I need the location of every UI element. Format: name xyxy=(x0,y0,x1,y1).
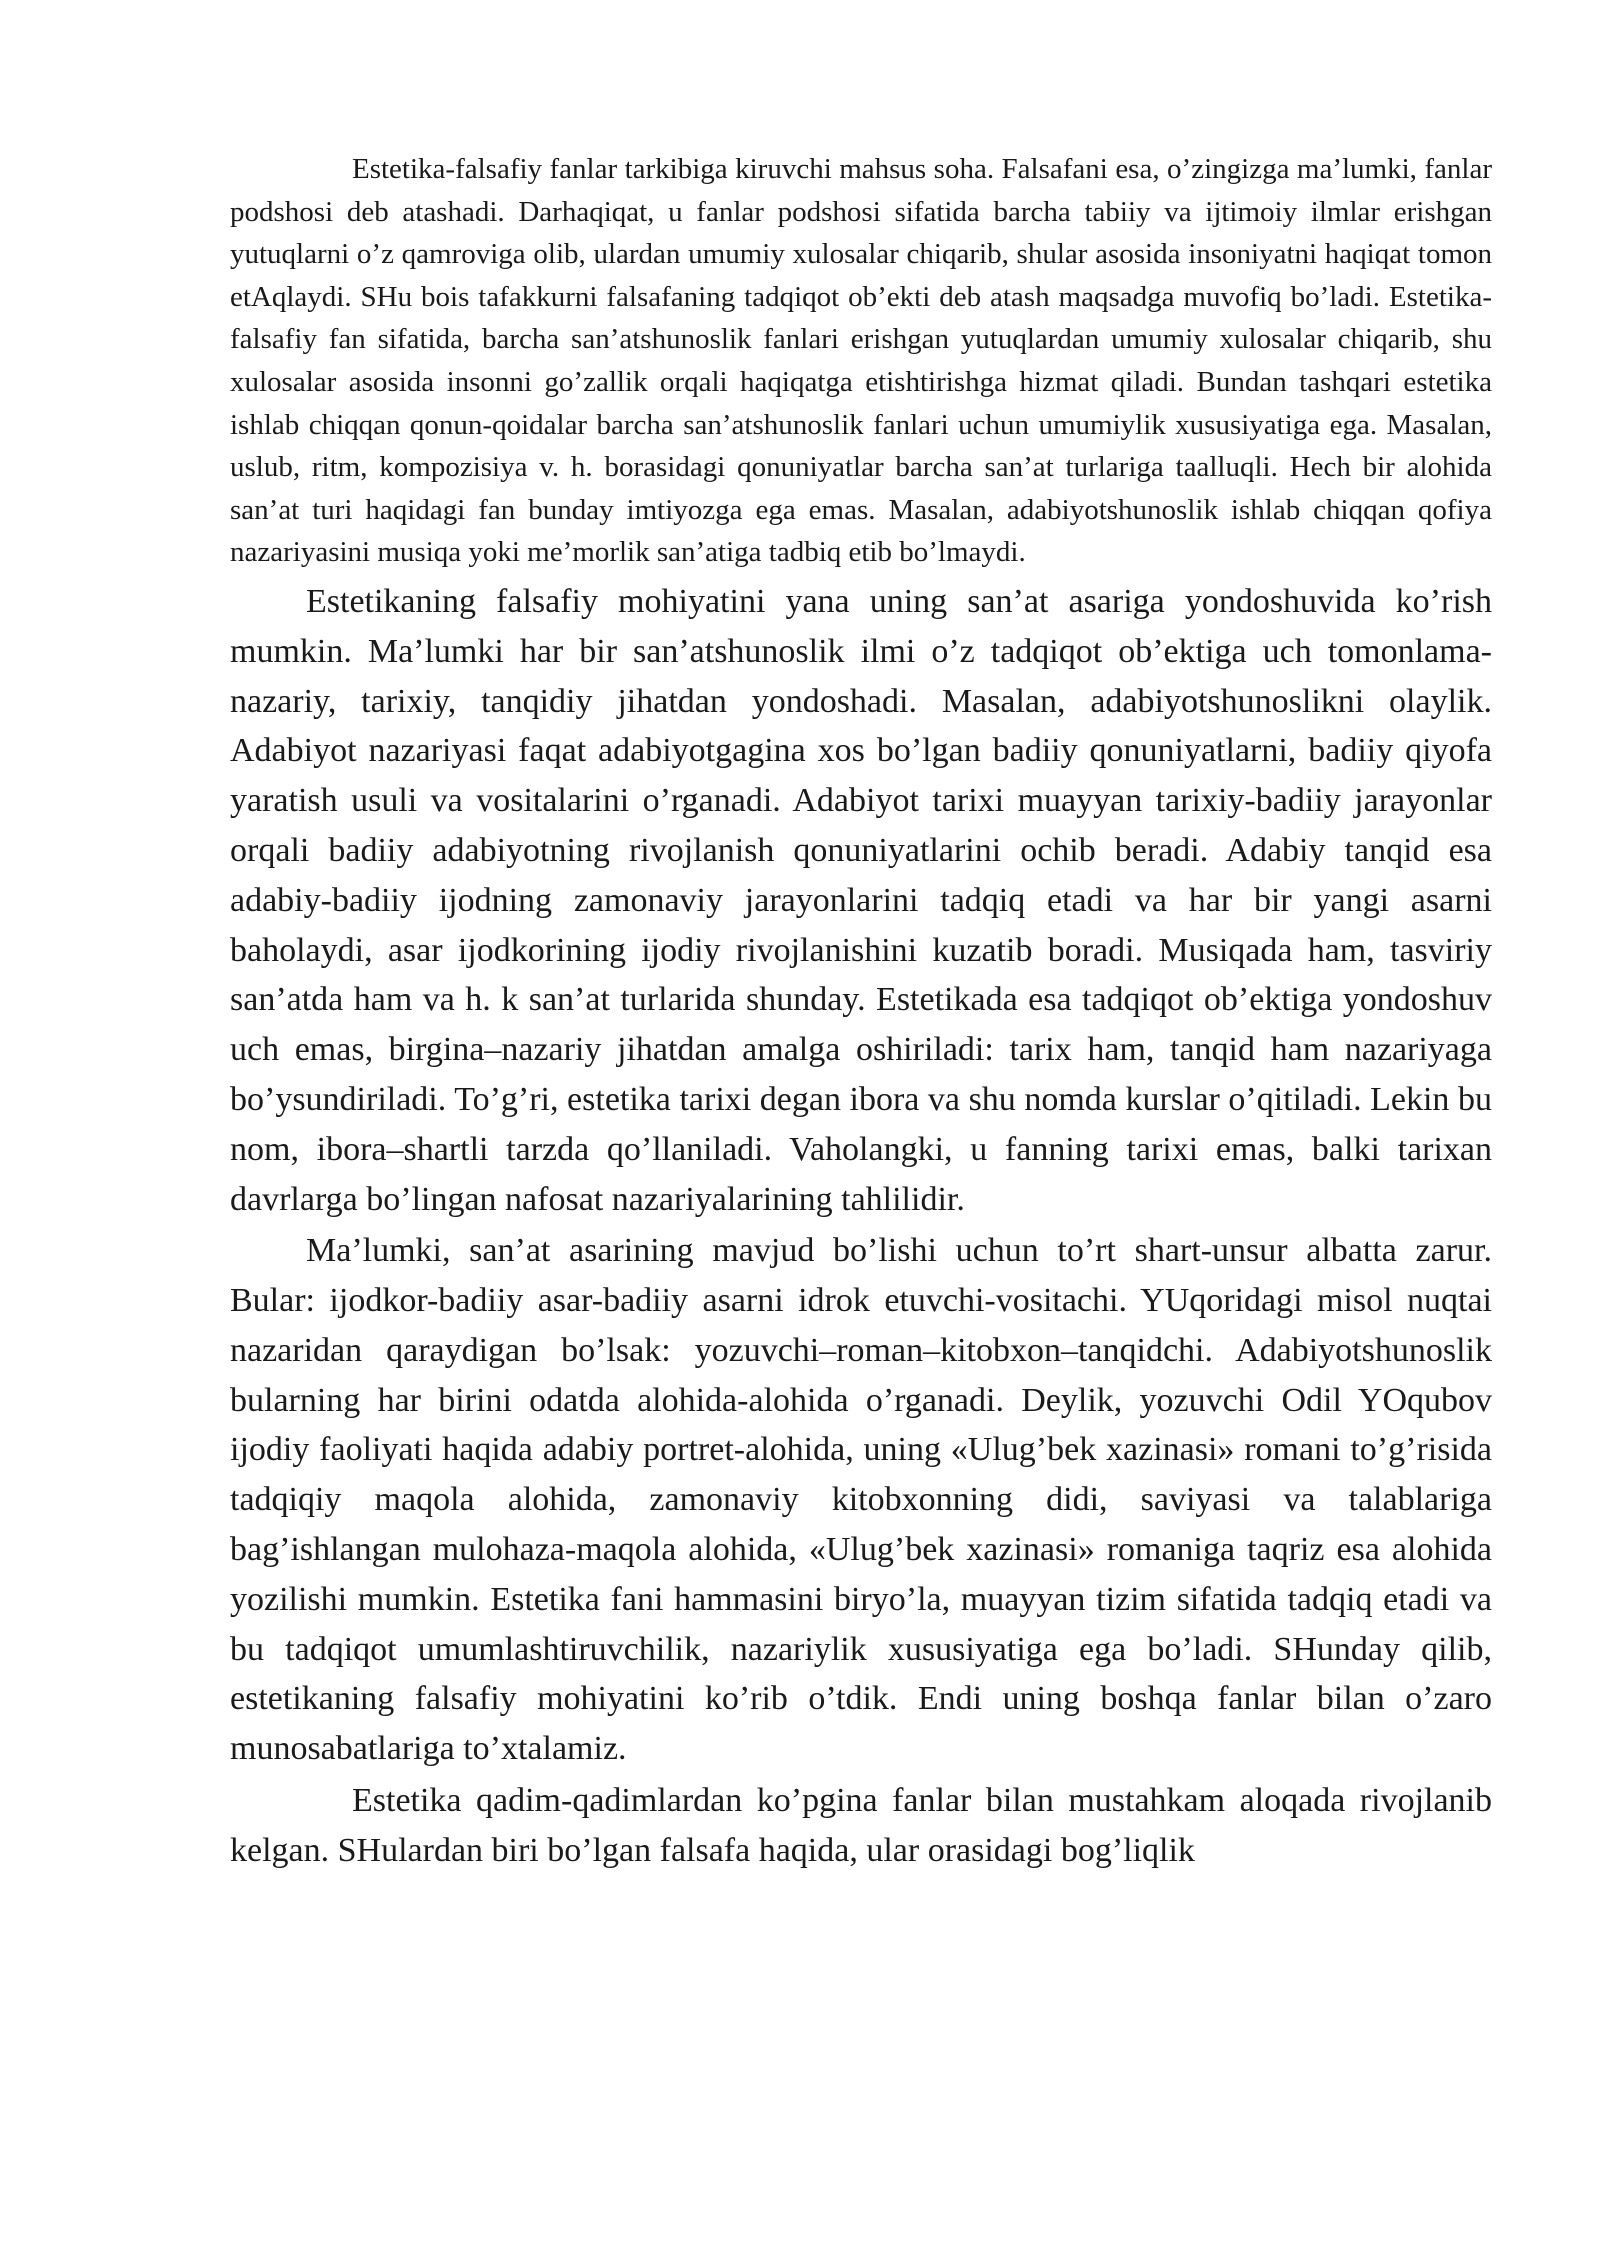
paragraph-four-conditions: Ma’lumki, san’at asarining mavjud bo’lishi uchun to’rt shart-unsur albatta zarur. Bular: ijodkor-badiiy asar-badiiy asarni idrok etuvchi-vositachi. YUqoridagi misol nuqtai nazaridan qaraydigan bo’lsak: yozuvchi–roman–kitobxon–tanqidchi. Adabiyotshunoslik bularning har birini odatda alohida-alohida o’rganadi. Deylik, yozuvchi Odil YOqubov ijodiy faoliyati haqida adabiy portret-alohida, uning «Ulug’bek xazinasi» romani to’g’risida tadqiqiy maqola alohida, zamonaviy kitobxonning didi, saviyasi va talablariga bag’ishlangan mulohaza-maqola alohida, «Ulug’bek xazinasi» romaniga taqriz esa alohida yozilishi mumkin. Estetika fani hammasini biryo’la, muayyan tizim sifatida tadqiq etadi va bu tadqiqot umumlashtiruvchilik, nazariylik xususiyatiga ega bo’ladi. SHunday qilib, estetikaning falsafiy mohiyatini ko’rib o’tdik. Endi uning boshqa fanlar bilan o’zaro munosabatlariga to’xtalamiz. xyxy=(230,1232,1492,1768)
paragraph-relations-with-sciences: Estetika qadim-qadimlardan ko’pgina fanlar bilan mustahkam aloqada rivojlanib kelgan. SHulardan biri bo’lgan falsafa haqida, ular orasidagi bog’liqlik xyxy=(230,1782,1492,1869)
document-page xyxy=(230,148,1492,1876)
paragraph-aesthetics-philosophy: Estetika-falsafiy fanlar tarkibiga kiruvchi mahsus soha. Falsafani esa, o’zingizga ma’lumki, fanlar podshosi deb atashadi. Darhaqiqat, u fanlar podshosi sifatida barcha tabiiy va ijtimoiy ilmlar erishgan yutuqlarni o’z qamroviga olib, ulardan umumiy xulosalar chiqarib, shular asosida insoniyatni haqiqat tomon etAqlaydi. SHu bois tafakkurni falsafaning tadqiqot ob’ekti deb atash maqsadga muvofiq bo’ladi. Estetika-falsafiy fan sifatida, barcha san’atshunoslik fanlari erishgan yutuqlardan umumiy xulosalar chiqarib, shu xulosalar asosida insonni go’zallik orqali haqiqatga etishtirishga hizmat qiladi. Bundan tashqari estetika ishlab chiqqan qonun-qoidalar barcha san’atshunoslik fanlari uchun umumiylik xususiyatiga ega. Masalan, uslub, ritm, kompozisiya v. h. borasidagi qonuniyatlar barcha san’at turlariga taalluqli. Hech bir alohida san’at turi haqidagi fan bunday imtiyozga ega emas. Masalan, adabiyotshunoslik ishlab chiqqan qofiya nazariyasini musiqa yoki me’morlik san’atiga tadbiq etib bo’lmaydi. xyxy=(230,153,1492,569)
paragraph-philosophical-essence: Estetikaning falsafiy mohiyatini yana uning san’at asariga yondoshuvida ko’rish mumkin. Ma’lumki har bir san’atshunoslik ilmi o’z tadqiqot ob’ektiga uch tomonlama- nazariy, tarixiy, tanqidiy jihatdan yondoshadi. Masalan, adabiyotshunoslikni olaylik. Adabiyot nazariyasi faqat adabiyotgagina xos bo’lgan badiiy qonuniyatlarni, badiiy qiyofa yaratish usuli va vositalarini o’rganadi. Adabiyot tarixi muayyan tarixiy-badiiy jarayonlar orqali badiiy adabiyotning rivojlanish qonuniyatlarini ochib beradi. Adabiy tanqid esa adabiy-badiiy ijodning zamonaviy jarayonlarini tadqiq etadi va har bir yangi asarni baholaydi, asar ijodkorining ijodiy rivojlanishini kuzatib boradi. Musiqada ham, tasviriy san’atda ham va h. k san’at turlarida shunday. Estetikada esa tadqiqot ob’ektiga yondoshuv uch emas, birgina–nazariy jihatdan amalga oshiriladi: tarix ham, tanqid ham nazariyaga bo’ysundiriladi. To’g’ri, estetika tarixi degan ibora va shu nomda kurslar o’qitiladi. Lekin bu nom, ibora–shartli tarzda qo’llaniladi. Vaholangki, u fanning tarixi emas, balki tarixan davrlarga bo’lingan nafosat nazariyalarining tahlilidir. xyxy=(230,582,1492,1218)
